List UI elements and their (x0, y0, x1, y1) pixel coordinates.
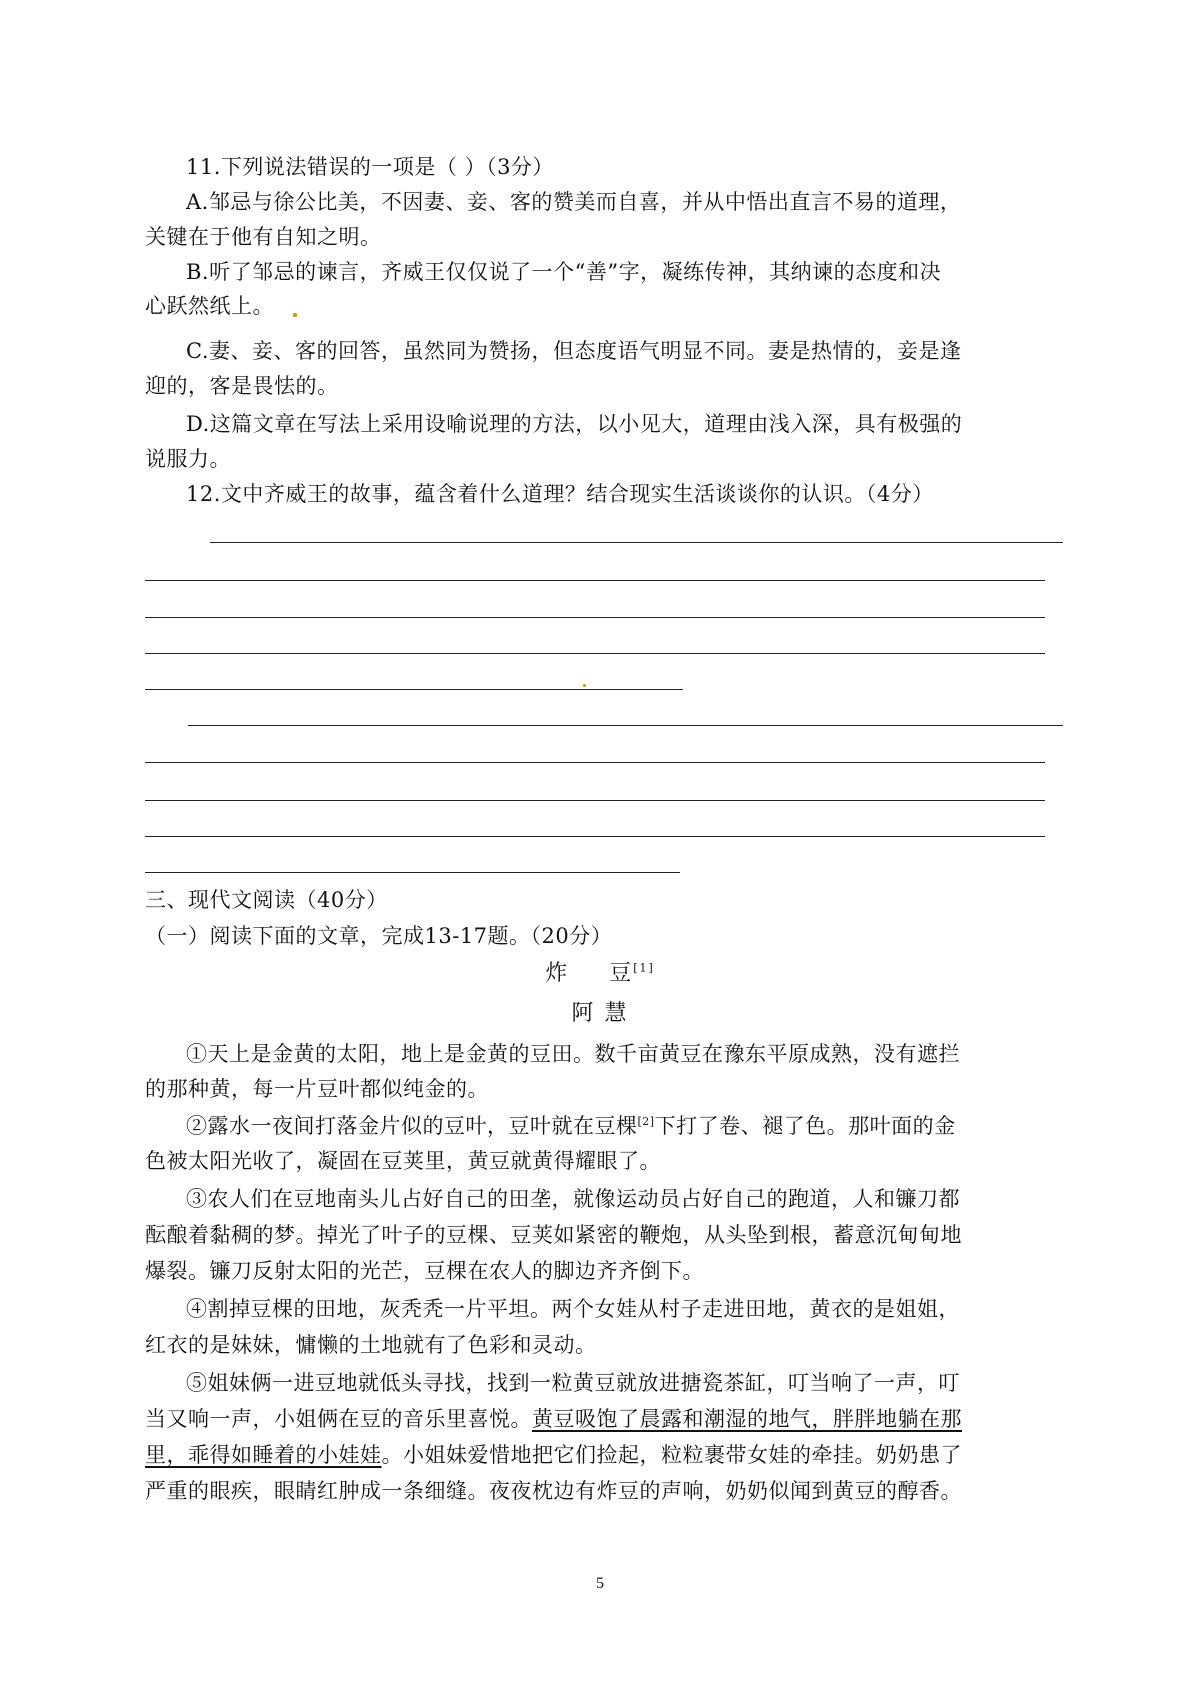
answer-line[interactable] (145, 617, 1045, 618)
paragraph-5-cont-3: 严重的眼疾，眼睛红肿成一条细缝。夜夜枕边有炸豆的声响，奶奶似闻到黄豆的醇香。 (145, 1479, 962, 1503)
answer-line[interactable] (145, 762, 1045, 763)
answer-line[interactable] (145, 580, 1045, 581)
paragraph-3-cont-1: 酝酿着黏稠的梦。掉光了叶子的豆棵、豆荚如紧密的鞭炮，从头坠到根，蓄意沉甸甸地 (145, 1223, 962, 1247)
page-number: 5 (596, 1575, 604, 1592)
title-footnote-marker: [1] (633, 961, 655, 975)
underlined-sentence-cont: 里，乖得如睡着的小娃娃 (145, 1443, 382, 1467)
answer-line[interactable] (145, 872, 680, 873)
answer-line[interactable] (188, 725, 1063, 726)
answer-line[interactable] (210, 542, 1063, 543)
paragraph-2: ②露水一夜间打落金片似的豆叶，豆叶就在豆棵[2]下打了卷、褪了色。那叶面的金 (186, 1114, 956, 1138)
answer-line[interactable] (145, 836, 1045, 837)
section-heading: 三、现代文阅读（40分） (145, 888, 388, 912)
footnote-marker: [2] (637, 1115, 655, 1128)
answer-line[interactable] (145, 653, 1045, 654)
q11-stem: 11.下列说法错误的一项是（ ）（3分） (186, 155, 554, 179)
paragraph-3: ③农人们在豆地南头儿占好自己的田垄，就像运动员占好自己的跑道，人和镰刀都 (186, 1187, 960, 1211)
q12-stem: 12.文中齐威王的故事，蕴含着什么道理？结合现实生活谈谈你的认识。（4分） (186, 482, 934, 506)
article-title-char-2: 豆 (609, 961, 634, 986)
q11-option-a-cont: 关键在于他有自知之明。 (145, 225, 382, 249)
paragraph-4-cont: 红衣的是妹妹，慵懒的土地就有了色彩和灵动。 (145, 1333, 597, 1357)
q11-option-c-cont: 迎的，客是畏怯的。 (145, 374, 339, 398)
paragraph-5-cont-1: 当又响一声，小姐俩在豆的音乐里喜悦。黄豆吸饱了晨露和潮湿的地气，胖胖地躺在那 (145, 1407, 962, 1431)
answer-line[interactable] (145, 800, 1045, 801)
highlight-mark (293, 313, 297, 317)
paragraph-5-cont-2: 里，乖得如睡着的小娃娃。小姐妹爱惜地把它们捡起，粒粒裹带女娃的牵挂。奶奶患了 (145, 1443, 962, 1467)
q11-option-d: D.这篇文章在写法上采用设喻说理的方法，以小见大，道理由浅入深，具有极强的 (186, 412, 963, 436)
q11-option-b: B.听了邹忌的谏言，齐威王仅仅说了一个“善”字，凝练传神，其纳谏的态度和决 (186, 260, 942, 284)
paragraph-2-cont: 色被太阳光收了，凝固在豆荚里，黄豆就黄得耀眼了。 (145, 1149, 661, 1173)
article-title (0, 960, 1200, 988)
paragraph-3-cont-2: 爆裂。镰刀反射太阳的光芒，豆棵在农人的脚边齐齐倒下。 (145, 1259, 704, 1283)
q11-option-a: A.邹忌与徐公比美，不因妻、妾、客的赞美而自喜，并从中悟出直言不易的道理， (186, 190, 962, 214)
article-title-char-1: 炸 (545, 961, 570, 986)
paragraph-4: ④割掉豆棵的田地，灰秃秃一片平坦。两个女娃从村子走进田地，黄衣的是姐姐， (186, 1297, 960, 1321)
q11-option-c: C.妻、妾、客的回答，虽然同为赞扬，但态度语气明显不同。妻是热情的，妾是逢 (186, 339, 962, 363)
section-sub-heading: （一）阅读下面的文章，完成13-17题。（20分） (145, 924, 613, 948)
paragraph-1: ①天上是金黄的太阳，地上是金黄的豆田。数千亩黄豆在豫东平原成熟，没有遮拦 (186, 1042, 960, 1066)
q11-option-d-cont: 说服力。 (145, 447, 231, 471)
highlight-mark (583, 684, 586, 687)
paragraph-5: ⑤姐妹俩一进豆地就低头寻找，找到一粒黄豆就放进搪瓷茶缸，叮当响了一声，叮 (186, 1371, 960, 1395)
article-author: 阿 慧 (571, 1001, 629, 1026)
underlined-sentence: 黄豆吸饱了晨露和潮湿的地气，胖胖地躺在那 (532, 1407, 962, 1431)
paragraph-1-cont: 的那种黄，每一片豆叶都似纯金的。 (145, 1077, 489, 1101)
q11-option-b-cont: 心跃然纸上。 (145, 294, 274, 318)
answer-line[interactable] (145, 689, 683, 690)
